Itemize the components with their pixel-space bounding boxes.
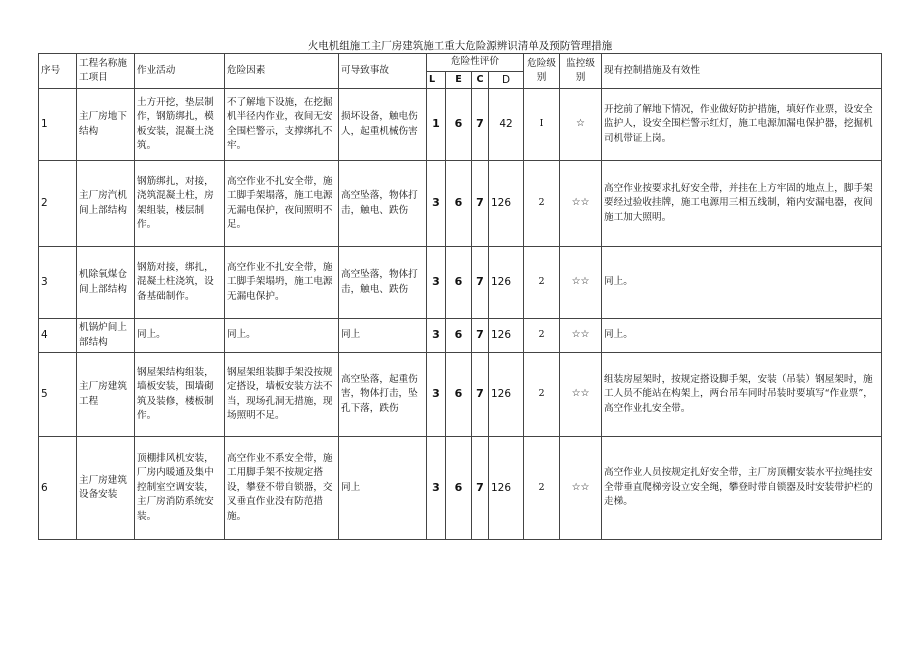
row-l: 3	[427, 319, 446, 353]
row-risk-factor: 不了解地下设施，在挖掘机半径内作业，夜间无安全围栏警示，支撑绑扎不牢。	[225, 89, 339, 161]
row-activity: 钢筋绑扎，对接，浇筑混凝土柱，房架组装，楼层制作。	[135, 161, 225, 247]
row-l: 3	[427, 161, 446, 247]
row-seq: 3	[39, 247, 77, 319]
row-l: 3	[427, 247, 446, 319]
row-level: 2	[524, 319, 560, 353]
row-e: 6	[446, 161, 472, 247]
row-risk-factor: 高空作业不系安全带，施工用脚手架不按规定搭设，攀登不带自锁器，交叉垂直作业没有防范措施。	[225, 437, 339, 540]
row-activity: 顶棚排风机安装，厂房内暖通及集中控制室空调安装，主厂房消防系统安装。	[135, 437, 225, 540]
row-level: Ⅰ	[524, 89, 560, 161]
row-measures: 同上。	[602, 319, 882, 353]
row-level: 2	[524, 437, 560, 540]
table-row	[39, 89, 882, 161]
row-level: 2	[524, 161, 560, 247]
row-accident: 高空坠落，物体打击，触电、跌伤	[339, 247, 427, 319]
row-seq: 1	[39, 89, 77, 161]
row-risk-factor: 高空作业不扎安全带，施工脚手架塌落，施工电源无漏电保护，夜间照明不足。	[225, 161, 339, 247]
row-project: 机锅炉间上部结构	[77, 319, 135, 353]
row-measures: 开挖前了解地下情况，作业做好防护措施，填好作业票，设安全监护人，设安全围栏警示红灯，施工电源加漏电保护器，挖掘机司机带证上岗。	[602, 89, 882, 161]
row-e: 6	[446, 319, 472, 353]
header-activity: 作业活动	[135, 54, 225, 89]
row-measures: 组装房屋架时，按规定搭设脚手架，安装（吊装）钢屋架时，施工人员不能站在构架上，两台吊车同时吊装时要填写“作业票”，高空作业扎安全带。	[602, 353, 882, 437]
row-seq: 5	[39, 353, 77, 437]
header-measures: 现有控制措施及有效性	[602, 54, 882, 89]
row-risk-factor: 钢屋架组装脚手架没按规定搭设，墙板安装方法不当，现场孔洞无措施，现场照明不足。	[225, 353, 339, 437]
row-measures: 高空作业按要求扎好安全带，并挂在上方牢固的地点上，脚手架要经过验收挂牌，施工电源用三相五线制，箱内安漏电器，夜间施工加大照明。	[602, 161, 882, 247]
row-c: 7	[472, 89, 489, 161]
header-seq: 序号	[39, 54, 77, 89]
row-e: 6	[446, 89, 472, 161]
row-level: 2	[524, 353, 560, 437]
row-l: 1	[427, 89, 446, 161]
row-c: 7	[472, 161, 489, 247]
row-e: 6	[446, 353, 472, 437]
row-activity: 土方开挖，垫层制作，钢筋绑扎，模板安装，混凝土浇筑。	[135, 89, 225, 161]
header-l: L	[427, 71, 446, 89]
row-accident: 同上	[339, 437, 427, 540]
header-d: D	[489, 71, 524, 89]
header-row-1	[39, 54, 882, 72]
row-measures: 高空作业人员按规定扎好安全带，主厂房顶棚安装水平拉绳挂安全带垂直爬梯旁设立安全绳，攀登时带自锁器及时安装带护栏的走梯。	[602, 437, 882, 540]
row-d: 126	[489, 319, 524, 353]
row-project: 主厂房建筑工程	[77, 353, 135, 437]
table-row	[39, 247, 882, 319]
hazard-table	[38, 53, 882, 540]
header-accident: 可导致事故	[339, 54, 427, 89]
row-accident: 高空坠落，物体打击，触电、跌伤	[339, 161, 427, 247]
row-accident: 同上	[339, 319, 427, 353]
row-monitor: ☆☆	[560, 437, 602, 540]
row-monitor: ☆	[560, 89, 602, 161]
row-seq: 2	[39, 161, 77, 247]
header-project: 工程名称施工项目	[77, 54, 135, 89]
header-e: E	[446, 71, 472, 89]
row-d: 126	[489, 437, 524, 540]
table-row	[39, 319, 882, 353]
row-d: 126	[489, 247, 524, 319]
row-monitor: ☆☆	[560, 353, 602, 437]
row-risk-factor: 高空作业不扎安全带，施工脚手架塌坍，施工电源无漏电保护。	[225, 247, 339, 319]
row-seq: 4	[39, 319, 77, 353]
header-c: C	[472, 71, 489, 89]
row-c: 7	[472, 319, 489, 353]
row-d: 126	[489, 161, 524, 247]
header-monitor: 监控级别	[560, 54, 602, 89]
row-project: 主厂房汽机间上部结构	[77, 161, 135, 247]
row-monitor: ☆☆	[560, 319, 602, 353]
row-seq: 6	[39, 437, 77, 540]
table-row	[39, 353, 882, 437]
row-level: 2	[524, 247, 560, 319]
row-l: 3	[427, 437, 446, 540]
table-row	[39, 161, 882, 247]
row-c: 7	[472, 247, 489, 319]
table-row	[39, 437, 882, 540]
row-d: 126	[489, 353, 524, 437]
header-risk-factor: 危险因素	[225, 54, 339, 89]
row-activity: 钢筋对接，绑扎，混凝土柱浇筑，设备基础制作。	[135, 247, 225, 319]
row-activity: 钢屋架结构组装，墙板安装，围墙砌筑及装修，楼板制作。	[135, 353, 225, 437]
row-d: 42	[489, 89, 524, 161]
row-e: 6	[446, 437, 472, 540]
row-l: 3	[427, 353, 446, 437]
row-project: 主厂房建筑设备安装	[77, 437, 135, 540]
row-project: 主厂房地下结构	[77, 89, 135, 161]
row-monitor: ☆☆	[560, 247, 602, 319]
row-accident: 高空坠落，起重伤害，物体打击，坠孔下落，跌伤	[339, 353, 427, 437]
row-project: 机除氧煤仓间上部结构	[77, 247, 135, 319]
row-c: 7	[472, 353, 489, 437]
row-e: 6	[446, 247, 472, 319]
row-accident: 损坏设备，触电伤人，起重机械伤害	[339, 89, 427, 161]
page-title: 火电机组施工主厂房建筑施工重大危险源辨识清单及预防管理措施	[307, 40, 613, 52]
row-c: 7	[472, 437, 489, 540]
header-evaluation: 危险性评价	[427, 54, 524, 72]
row-activity: 同上。	[135, 319, 225, 353]
row-monitor: ☆☆	[560, 161, 602, 247]
header-level: 危险级别	[524, 54, 560, 89]
row-risk-factor: 同上。	[225, 319, 339, 353]
row-measures: 同上。	[602, 247, 882, 319]
